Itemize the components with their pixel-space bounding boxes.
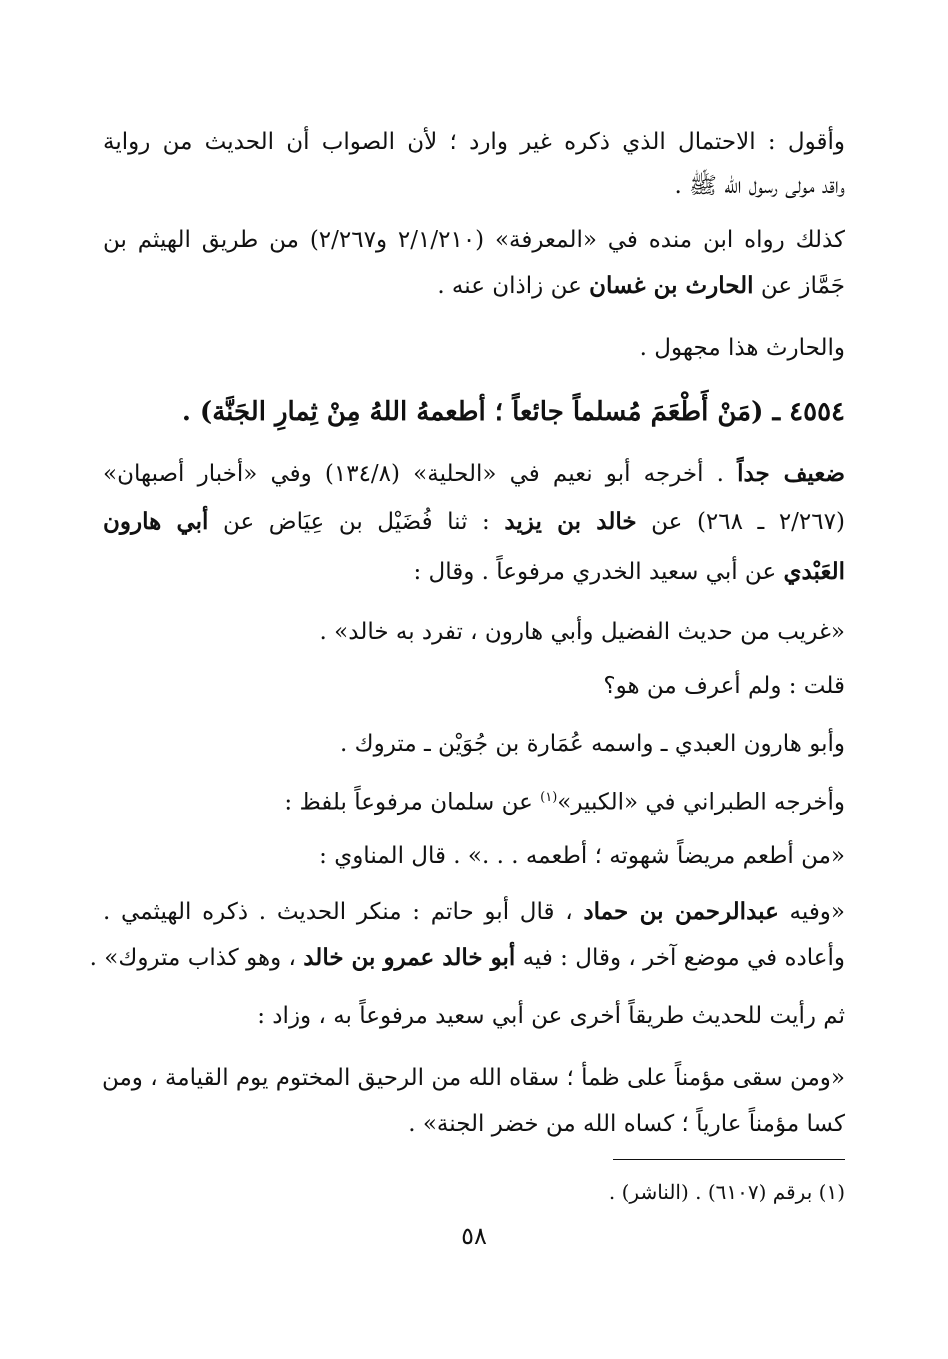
paragraph-line: قلت : ولم أعرف من هو؟ <box>603 673 845 699</box>
narrator-name: العَبْدي <box>783 558 845 585</box>
footnote-marker: (١) <box>540 790 558 805</box>
paragraph-line <box>103 266 845 306</box>
paragraph-line <box>103 552 845 592</box>
text-run: عن أبي سعيد الخدري مرفوعاً . وقال : <box>413 559 784 585</box>
narrator-name: خالد بن يزيد <box>504 508 637 535</box>
paragraph-line <box>103 454 845 494</box>
text-run: عن زاذان عنه . <box>437 273 590 299</box>
text-run: «وفيه <box>778 899 845 925</box>
narrator-name: أبو خالد عمرو بن خالد <box>303 944 516 971</box>
paragraph-line: واقد مولى رسول الله ﷺ . <box>674 173 845 199</box>
quote-line <box>103 892 845 932</box>
text-run: عن سلمان مرفوعاً بلفظ : <box>284 789 541 816</box>
narrator-name: أبي هارون <box>103 508 209 535</box>
text-run: . أخرجه أبو نعيم في «الحلية» (١٣٤/٨) وفي «أخبار أصبهان» <box>103 461 738 487</box>
grading-label: ضعيف جداً <box>737 460 845 487</box>
text-run: : ثنا فُضَيْل بن عِيَاض عن <box>208 509 505 535</box>
text-run: ، قال أبو حاتم : منكر الحديث . ذكره الهيثمي . <box>103 899 584 925</box>
paragraph-line <box>103 778 845 823</box>
quote-line: كسا مؤمناً عارياً ؛ كساه الله من خضر الجنة» . <box>408 1111 845 1137</box>
text-run: وأخرجه الطبراني في «الكبير» <box>557 789 845 816</box>
text-run: جَمَّاز عن <box>753 273 845 299</box>
footnote: (١) برقم (٦١٠٧) . (الناشر) . <box>608 1180 845 1204</box>
paragraph-line: وأقول : الاحتمال الذي ذكره غير وارد ؛ لأن الصواب أن الحديث من رواية <box>103 129 845 155</box>
page-number: ٥٨ <box>461 1222 487 1250</box>
quote-line <box>89 938 845 978</box>
paragraph-line <box>103 502 845 542</box>
narrator-name: الحارث بن غسان <box>589 272 754 299</box>
text-run: ، وهو كذاب متروك» . <box>89 945 304 971</box>
quote-line: «غريب من حديث الفضيل وأبي هارون ، تفرد به خالد» . <box>319 619 845 645</box>
quote-line: «ومن سقى مؤمناً على ظمأ ؛ سقاه الله من الرحيق المختوم يوم القيامة ، ومن <box>101 1065 845 1091</box>
hadith-heading: ٤٥٥٤ ـ (مَنْ أَطْعَمَ مُسلماً جائعاً ؛ أطعمهُ اللهُ مِنْ ثِمارِ الجَنَّة) . <box>181 397 845 427</box>
paragraph-line: كذلك رواه ابن منده في «المعرفة» (٢/١/٢١٠ و٢/٢٦٧) من طريق الهيثم بن <box>103 227 845 253</box>
paragraph-line: والحارث هذا مجهول . <box>639 335 845 361</box>
footnote-divider <box>613 1159 845 1160</box>
text-run: (٢/٢٦٧ ـ ٢٦٨) عن <box>636 509 845 535</box>
paragraph-line: ثم رأيت للحديث طريقاً أخرى عن أبي سعيد مرفوعاً به ، وزاد : <box>257 1003 845 1029</box>
narrator-name: عبدالرحمن بن حماد <box>583 898 779 925</box>
text-run: وأعاده في موضع آخر ، وقال : فيه <box>515 945 845 971</box>
quote-line: «من أطعم مريضاً شهوته ؛ أطعمه . . .» . قال المناوي : <box>319 843 845 869</box>
paragraph-line: وأبو هارون العبدي ـ واسمه عُمَارة بن جُوَيْن ـ متروك . <box>340 731 845 757</box>
